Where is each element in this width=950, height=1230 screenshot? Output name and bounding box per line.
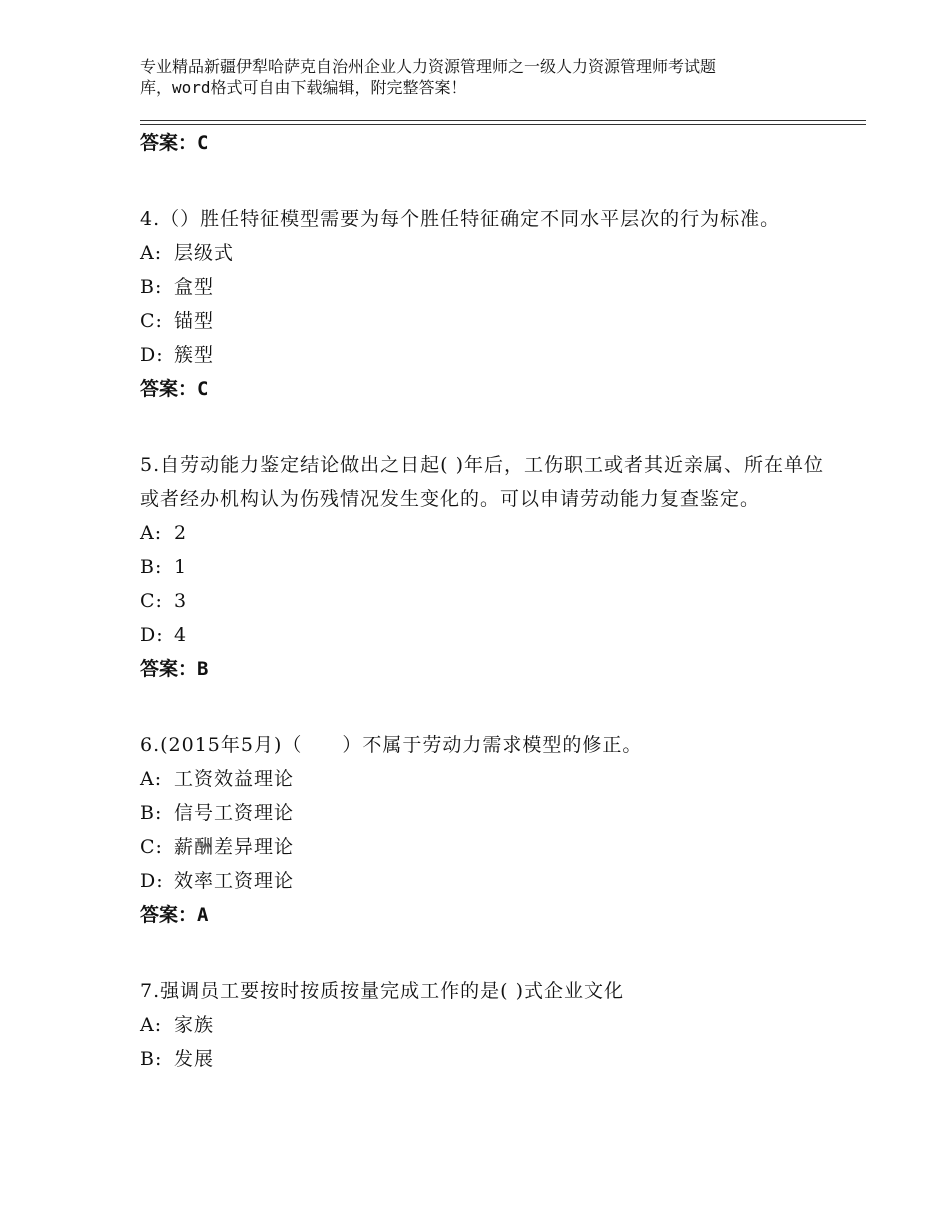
option-d <box>140 864 840 898</box>
option-b <box>140 550 840 584</box>
option-a <box>140 1008 840 1042</box>
option-d <box>140 338 840 372</box>
answer-line: 答案：C <box>140 378 209 400</box>
option-a <box>140 236 840 270</box>
question-4 <box>140 202 840 406</box>
option-key: A: <box>140 522 163 544</box>
option-key: B: <box>140 802 163 824</box>
question-text: 6.(2015年5月)（ ）不属于劳动力需求模型的修正。 <box>140 734 643 756</box>
question-text: 7.强调员工要按时按质按量完成工作的是( )式企业文化 <box>140 980 624 1002</box>
option-key: A: <box>140 1014 163 1036</box>
option-text: 家族 <box>174 1014 215 1036</box>
option-key: D: <box>140 624 164 646</box>
option-b <box>140 1042 840 1076</box>
option-text: 层级式 <box>174 242 235 264</box>
header-rule-bottom <box>140 124 866 125</box>
answer-line: 答案：B <box>140 658 209 680</box>
question-text: 5.自劳动能力鉴定结论做出之日起( )年后，工伤职工或者其近亲属、所在单位或者经办机构认为伤残情况发生变化的。可以申请劳动能力复查鉴定。 <box>140 454 824 510</box>
option-text: 3 <box>174 590 188 612</box>
option-key: A: <box>140 242 163 264</box>
question-7 <box>140 974 840 1076</box>
header-line-2: 库，word格式可自由下载编辑，附完整答案！ <box>140 78 467 97</box>
option-text: 盒型 <box>174 276 215 298</box>
question-list <box>140 126 840 1076</box>
option-text: 发展 <box>174 1048 215 1070</box>
option-c <box>140 830 840 864</box>
option-key: B: <box>140 1048 163 1070</box>
answer-line: 答案：A <box>140 904 209 926</box>
option-text: 2 <box>174 522 188 544</box>
option-key: C: <box>140 836 163 858</box>
question-5 <box>140 448 840 686</box>
option-text: 4 <box>174 624 188 646</box>
option-key: C: <box>140 590 163 612</box>
option-text: 效率工资理论 <box>174 870 295 892</box>
page-header <box>140 56 830 98</box>
option-c <box>140 304 840 338</box>
option-a <box>140 516 840 550</box>
option-text: 信号工资理论 <box>174 802 295 824</box>
option-text: 1 <box>174 556 188 578</box>
option-text: 簇型 <box>174 344 215 366</box>
option-b <box>140 796 840 830</box>
option-key: D: <box>140 344 164 366</box>
option-key: D: <box>140 870 164 892</box>
header-rule-top <box>140 120 866 121</box>
option-key: B: <box>140 556 163 578</box>
option-text: 工资效益理论 <box>174 768 295 790</box>
option-text: 锚型 <box>174 310 215 332</box>
option-key: B: <box>140 276 163 298</box>
option-c <box>140 584 840 618</box>
answer-line: 答案：C <box>140 132 209 154</box>
option-a <box>140 762 840 796</box>
header-line-1: 专业精品新疆伊犁哈萨克自治州企业人力资源管理师之一级人力资源管理师考试题 <box>140 57 717 76</box>
question-6 <box>140 728 840 932</box>
option-d <box>140 618 840 652</box>
question-text: 4.（）胜任特征模型需要为每个胜任特征确定不同水平层次的行为标准。 <box>140 208 781 230</box>
option-key: C: <box>140 310 163 332</box>
option-text: 薪酬差异理论 <box>174 836 295 858</box>
option-b <box>140 270 840 304</box>
option-key: A: <box>140 768 163 790</box>
